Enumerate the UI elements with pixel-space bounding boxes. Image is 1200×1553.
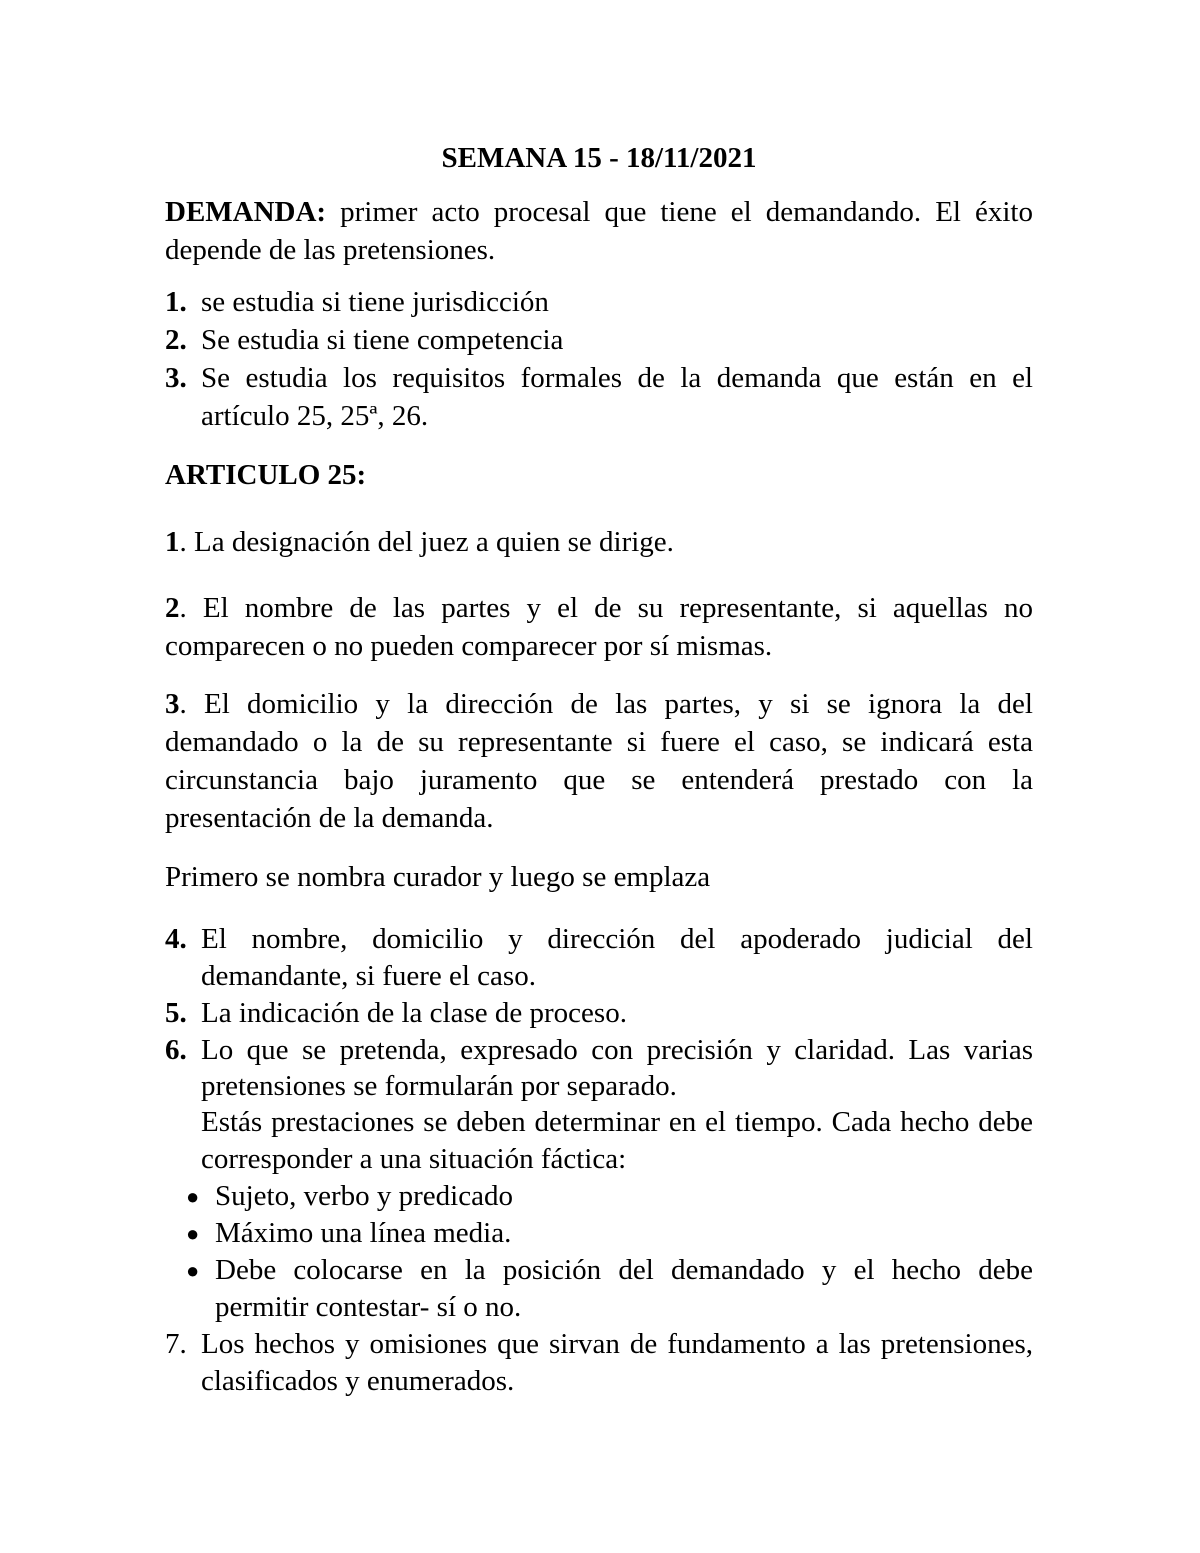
intro-label: DEMANDA: — [165, 196, 327, 228]
document-page — [165, 140, 1033, 1400]
more-items-list — [165, 921, 1033, 1104]
article-heading: ARTICULO 25: — [165, 459, 367, 491]
list-text: La indicación de la clase de proceso. — [201, 997, 627, 1029]
article-item — [165, 589, 1033, 665]
item6-subparagraph: Estás prestaciones se deben determinar en el tiempo. Cada hecho debe corresponder a una situación fáctica: — [201, 1106, 1033, 1175]
list-text: Los hechos y omisiones que sirvan de fundamento a las pretensiones, clasificados y enumerados. — [201, 1328, 1033, 1397]
list-number: 5. — [165, 997, 187, 1029]
list-text: Se estudia los requisitos formales de la demanda que están en el artículo 25, 25ª, 26. — [201, 362, 1033, 432]
intro-paragraph — [165, 193, 1033, 269]
list-item — [165, 283, 1033, 321]
bullet-text: Debe colocarse en la posición del demandado y el hecho debe permitir contestar- sí o no. — [215, 1254, 1033, 1323]
list-number: 6. — [165, 1034, 187, 1066]
list-text: se estudia si tiene jurisdicción — [201, 286, 549, 318]
list-number: 4. — [165, 923, 187, 955]
article-item — [165, 523, 1033, 561]
article-item-number: 3 — [165, 688, 180, 720]
list-number: 7. — [165, 1328, 187, 1360]
list-number: 2. — [165, 324, 187, 356]
bullet-item — [165, 1178, 1033, 1215]
list-item — [165, 995, 1033, 1032]
article-item — [165, 685, 1033, 837]
bullet-text: Sujeto, verbo y predicado — [215, 1180, 513, 1212]
bullet-icon: ● — [186, 1221, 200, 1246]
article-item-number: 1 — [165, 526, 180, 558]
bullet-icon: ● — [186, 1258, 200, 1283]
article-item-text: . El nombre de las partes y el de su representante, si aquellas no comparecen o no pueden comparecer por sí mismas. — [165, 592, 1033, 662]
list-text: Lo que se pretenda, expresado con precisión y claridad. Las varias pretensiones se formularán por separado. — [201, 1034, 1033, 1102]
article-item-text: . La designación del juez a quien se dirige. — [179, 526, 674, 558]
item7-list — [165, 1326, 1033, 1400]
bullet-list — [165, 1178, 1033, 1326]
page-title: SEMANA 15 - 18/11/2021 — [441, 142, 757, 174]
bullet-item — [165, 1215, 1033, 1252]
note-paragraph: Primero se nombra curador y luego se emplaza — [165, 861, 711, 893]
article-item-text: . El domicilio y la dirección de las partes, y si se ignora la del demandado o la de su representante si fuere el caso, se indicará esta circunstancia bajo juramento que se entenderá prestado con la presentación de la demanda. — [165, 688, 1033, 834]
list-text: El nombre, domicilio y dirección del apoderado judicial del demandante, si fuere el caso. — [201, 923, 1033, 992]
list-item — [165, 321, 1033, 359]
bullet-item — [165, 1252, 1033, 1326]
bullet-icon: ● — [186, 1184, 200, 1209]
list-item — [165, 359, 1033, 435]
list-item — [165, 1326, 1033, 1400]
bullet-text: Máximo una línea media. — [215, 1217, 512, 1249]
list-item — [165, 921, 1033, 995]
list-number: 1. — [165, 286, 187, 318]
list-item — [165, 1032, 1033, 1104]
list-number: 3. — [165, 362, 187, 394]
intro-text: primer acto procesal que tiene el demandando. El éxito depende de las pretensiones. — [165, 196, 1033, 266]
article-item-number: 2 — [165, 592, 180, 624]
steps-list — [165, 283, 1033, 435]
list-text: Se estudia si tiene competencia — [201, 324, 564, 356]
